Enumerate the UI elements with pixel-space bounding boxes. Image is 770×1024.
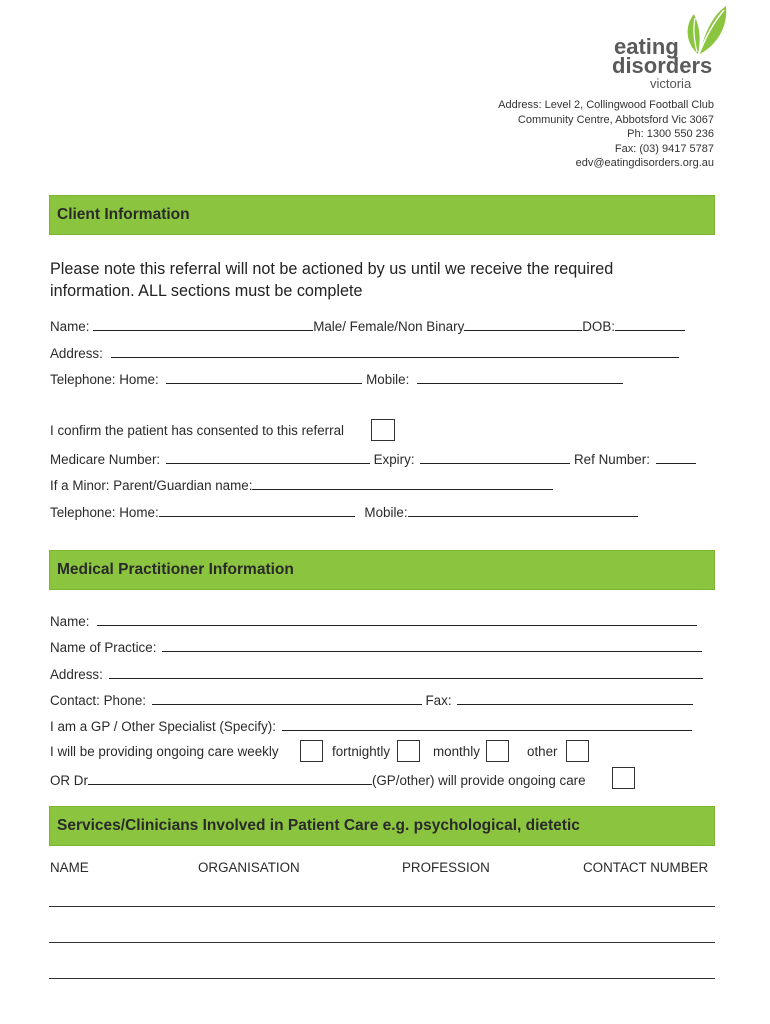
gender-field[interactable]: [464, 317, 582, 331]
gp-address-row: [50, 665, 703, 682]
dob-label: DOB:: [582, 319, 616, 334]
ongoing-care-row: [50, 744, 279, 759]
address-label: Address:: [50, 667, 103, 682]
name-label: Name:: [50, 319, 90, 334]
gp-name-row: [50, 612, 697, 629]
logo-line-eating: eating: [614, 34, 679, 59]
logo-line-disorders: disorders: [612, 53, 713, 78]
other-checkbox[interactable]: [566, 740, 589, 762]
expiry-label: Expiry:: [373, 452, 415, 467]
medicare-label: Medicare Number:: [50, 452, 161, 467]
section-header-services: [49, 806, 715, 846]
minor-row: [50, 476, 553, 493]
section-header-medical: [49, 550, 715, 590]
consent-label: I confirm the patient has consented to this referral: [50, 423, 345, 438]
care-label: I will be providing ongoing care weekly: [50, 744, 279, 759]
notice-text: [50, 258, 613, 302]
monthly-checkbox[interactable]: [486, 740, 509, 762]
consent-row: [50, 423, 344, 438]
column-header-organisation: ORGANISATION: [198, 860, 300, 875]
notice-line: Please note this referral will not be actioned by us until we receive the required: [50, 260, 614, 278]
gp-address-field[interactable]: [109, 665, 703, 679]
ref-number-field[interactable]: [656, 450, 696, 464]
client-name-field[interactable]: [93, 317, 313, 331]
gender-label: Male/ Female/Non Binary: [313, 319, 465, 334]
mobile2-field[interactable]: [408, 503, 638, 517]
column-header-contact-number: CONTACT NUMBER: [583, 860, 709, 875]
mobile-field[interactable]: [417, 370, 623, 384]
guardian-name-field[interactable]: [252, 476, 553, 490]
gp-other-label: (GP/other) will provide ongoing care: [371, 773, 586, 788]
other-label: other: [527, 744, 558, 759]
fortnightly-checkbox[interactable]: [397, 740, 420, 762]
practice-label: Name of Practice:: [50, 640, 157, 655]
telephone-label: Telephone: Home:: [50, 505, 159, 520]
or-dr-row: [50, 771, 586, 788]
address-line: Community Centre, Abbotsford Vic 3067: [517, 113, 714, 126]
gp-fax-field[interactable]: [457, 691, 693, 705]
gp-specialist-label: I am a GP / Other Specialist (Specify):: [50, 719, 276, 734]
address-block: [498, 98, 714, 171]
medicare-field[interactable]: [166, 450, 370, 464]
section-title: Services/Clinicians Involved in Patient Care e.g. psychological, dietetic: [57, 817, 580, 834]
gp-other-checkbox[interactable]: [612, 767, 635, 789]
fax-label: Fax:: [425, 693, 452, 708]
service-entry-line[interactable]: [49, 942, 715, 943]
gp-specialist-row: [50, 717, 692, 734]
email-line: edv@eatingdisorders.org.au: [575, 157, 714, 170]
client-address-field[interactable]: [111, 344, 679, 358]
section-header-client: [49, 195, 715, 235]
home-phone-field[interactable]: [166, 370, 362, 384]
fax-line: Fax: (03) 9417 5787: [614, 142, 714, 155]
section-title: Medical Practitioner Information: [57, 561, 294, 578]
expiry-field[interactable]: [420, 450, 570, 464]
client-telephone-row: [50, 370, 623, 387]
gp-phone-field[interactable]: [152, 691, 422, 705]
gp-specialist-field[interactable]: [282, 717, 692, 731]
name-label: Name:: [50, 614, 90, 629]
column-header-name: NAME: [50, 860, 89, 875]
other-doctor-field[interactable]: [88, 771, 372, 785]
logo: [612, 4, 732, 94]
monthly-label: monthly: [433, 744, 480, 759]
practice-row: [50, 638, 702, 655]
ref-number-label: Ref Number:: [574, 452, 650, 467]
service-entry-line[interactable]: [49, 906, 715, 907]
dob-field[interactable]: [615, 317, 685, 331]
client-address-row: [50, 344, 679, 361]
practice-field[interactable]: [162, 638, 702, 652]
service-entry-line[interactable]: [49, 978, 715, 979]
minor-label: If a Minor: Parent/Guardian name:: [50, 478, 253, 493]
gp-contact-row: [50, 691, 693, 708]
or-dr-label: OR Dr: [50, 773, 88, 788]
section-title: Client Information: [57, 206, 190, 223]
gp-name-field[interactable]: [97, 612, 697, 626]
client-name-row: [50, 317, 685, 334]
consent-checkbox[interactable]: [371, 419, 395, 441]
leaf-logo-icon: [676, 4, 728, 56]
mobile-label: Mobile:: [364, 505, 408, 520]
notice-line: information. ALL sections must be complete: [50, 282, 363, 300]
telephone-label: Telephone: Home:: [50, 372, 159, 387]
fortnightly-label: fortnightly: [332, 744, 391, 759]
mobile-label: Mobile:: [366, 372, 410, 387]
client-telephone2-row: [50, 503, 638, 520]
address-label: Address:: [50, 346, 103, 361]
column-header-profession: PROFESSION: [402, 860, 490, 875]
home-phone2-field[interactable]: [159, 503, 355, 517]
logo-line-victoria: victoria: [650, 76, 692, 91]
contact-label: Contact: Phone:: [50, 693, 147, 708]
phone-line: Ph: 1300 550 236: [627, 128, 714, 141]
address-line: Address: Level 2, Collingwood Football Club: [498, 99, 714, 111]
medicare-row: [50, 450, 696, 467]
weekly-checkbox[interactable]: [300, 740, 323, 762]
